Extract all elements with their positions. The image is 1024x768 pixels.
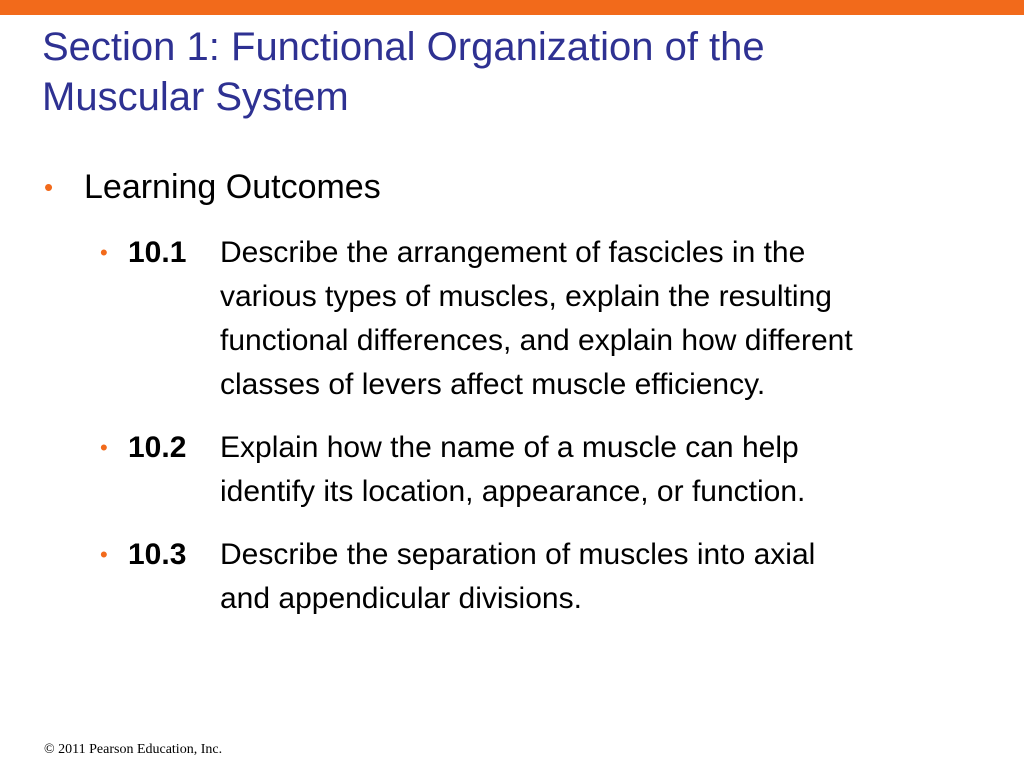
slide-title-line-2: Muscular System: [42, 75, 349, 119]
outcome-item-10-3: [100, 533, 1010, 621]
outcome-description-line: Describe the arrangement of fascicles in the: [220, 236, 806, 269]
outcome-code: 10.3: [128, 538, 187, 571]
bullet-icon: •: [100, 435, 108, 460]
outcome-description-line: Describe the separation of muscles into axial: [220, 538, 816, 571]
outcome-item-10-1: [100, 231, 1010, 407]
slide-title: [42, 22, 1002, 122]
outcome-description-line: and appendicular divisions.: [220, 582, 582, 615]
top-accent-bar: [0, 0, 1024, 15]
outcome-description-line: classes of levers affect muscle efficiency.: [220, 368, 766, 401]
outcome-description-line: functional differences, and explain how different: [220, 324, 853, 357]
bullet-icon: •: [100, 542, 108, 567]
outcome-description-line: Explain how the name of a muscle can help: [220, 431, 799, 464]
learning-outcomes-heading: [44, 165, 381, 209]
outcome-description-line: identify its location, appearance, or function.: [220, 475, 806, 508]
slide-title-line-1: Section 1: Functional Organization of the: [42, 25, 765, 69]
learning-outcomes-label: Learning Outcomes: [84, 168, 381, 206]
outcome-code: 10.1: [128, 236, 187, 269]
bullet-icon: •: [44, 172, 54, 202]
bullet-icon: •: [100, 240, 108, 265]
outcome-description: [220, 231, 1010, 407]
copyright-footer: © 2011 Pearson Education, Inc.: [44, 742, 223, 757]
outcome-item-10-2: [100, 426, 1010, 514]
outcome-description: [220, 533, 1010, 621]
outcome-description: [220, 426, 1010, 514]
outcome-description-line: various types of muscles, explain the resulting: [220, 280, 832, 313]
outcome-code: 10.2: [128, 431, 187, 464]
